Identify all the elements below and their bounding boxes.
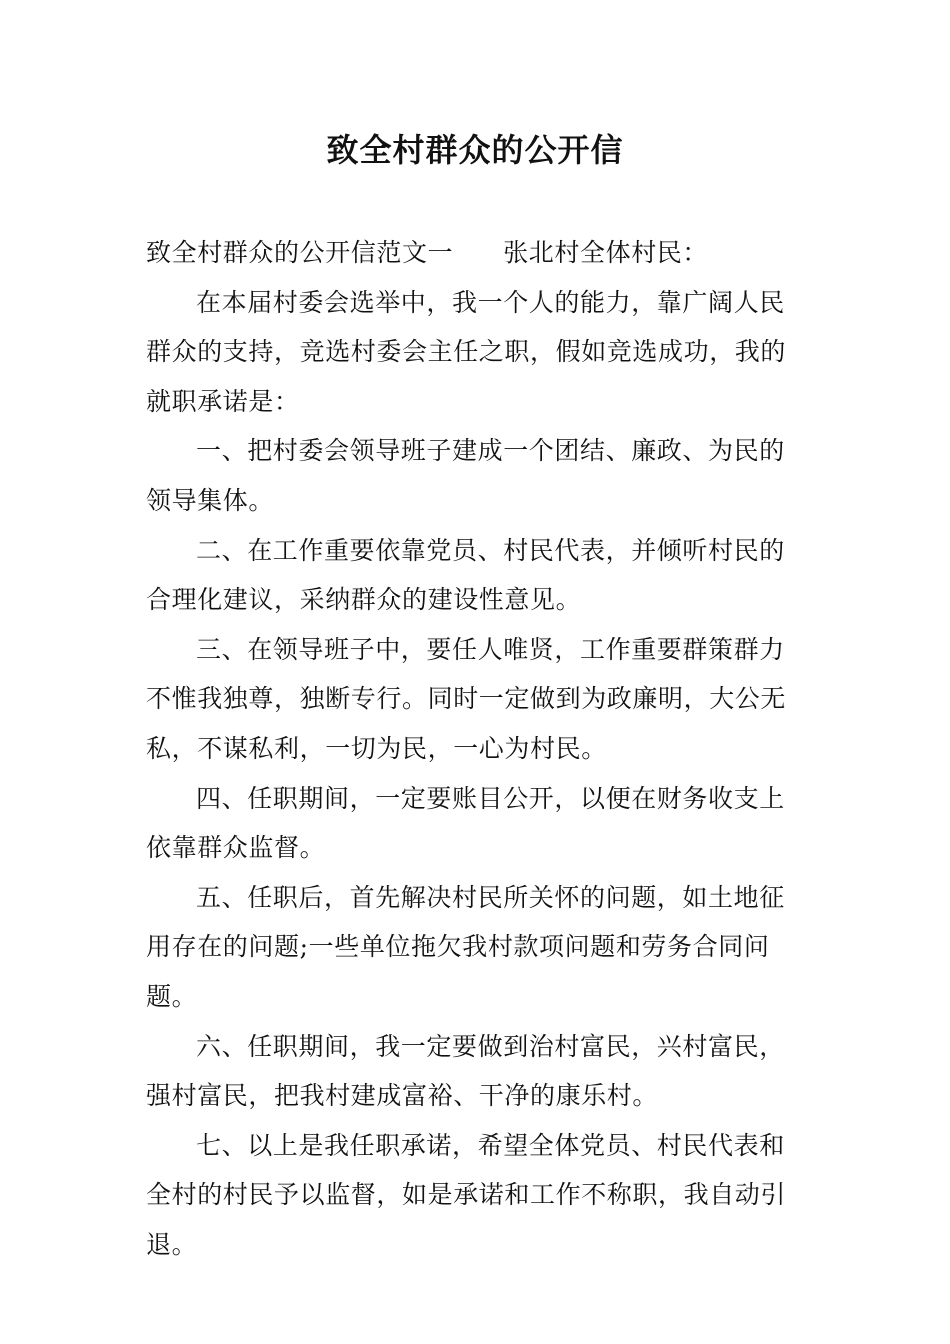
paragraph-item-6: 六、任职期间，我一定要做到治村富民，兴村富民，强村富民，把我村建成富裕、干净的康乐村。 xyxy=(146,1031,785,1111)
salutation: 张北村全体村民： xyxy=(503,238,709,267)
paragraph-item-7: 七、以上是我任职承诺，希望全体党员、村民代表和全村的村民予以监督，如是承诺和工作不称职，我自动引退。 xyxy=(146,1130,787,1259)
document-title: 致全村群众的公开信 xyxy=(326,131,624,169)
paragraph-item-3: 三、在领导班子中，要任人唯贤，工作重要群策群力不惟我独尊，独断专行。同时一定做到为政廉明，大公无私，不谋私利，一切为民，一心为村民。 xyxy=(146,634,787,763)
paragraph-item-5: 五、任职后，首先解决村民所关怀的问题，如土地征用存在的问题;一些单位拖欠我村款项问题和劳务合同问题。 xyxy=(146,882,785,1011)
opening-intro: 致全村群众的公开信范文一 xyxy=(146,238,454,267)
paragraph-item-4: 四、任职期间，一定要账目公开，以便在财务收支上依靠群众监督。 xyxy=(146,783,785,863)
document-body xyxy=(146,228,810,1269)
opening-line xyxy=(146,228,810,278)
paragraph-item-2: 二、在工作重要依靠党员、村民代表，并倾听村民的合理化建议，采纳群众的建设性意见。 xyxy=(146,535,785,615)
paragraph-commitment-intro: 在本届村委会选举中，我一个人的能力，靠广阔人民群众的支持，竞选村委会主任之职，假如竞选成功，我的就职承诺是： xyxy=(146,287,787,416)
paragraph-item-1: 一、把村委会领导班子建成一个团结、廉政、为民的领导集体。 xyxy=(146,436,785,515)
